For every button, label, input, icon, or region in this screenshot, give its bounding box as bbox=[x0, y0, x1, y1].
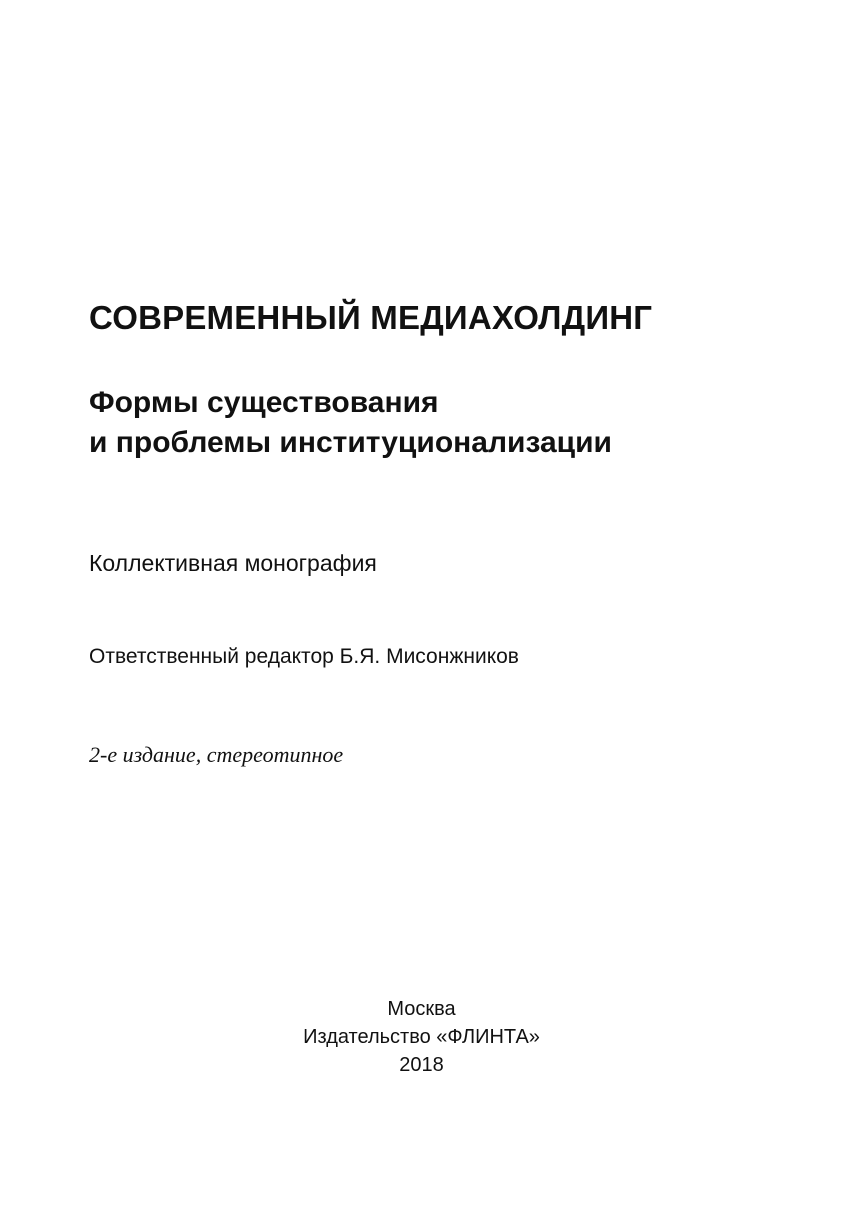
imprint-year: 2018 bbox=[399, 1054, 444, 1076]
imprint bbox=[0, 995, 843, 1079]
edition-note: 2-е издание, стереотипное bbox=[89, 742, 344, 767]
responsible-editor: Ответственный редактор Б.Я. Мисонжников bbox=[89, 645, 519, 668]
book-genre: Коллективная монография bbox=[89, 550, 377, 576]
book-title: СОВРЕМЕННЫЙ МЕДИАХОЛДИНГ bbox=[89, 299, 653, 336]
book-subtitle bbox=[89, 383, 612, 463]
subtitle-line-1: Формы существования bbox=[89, 386, 439, 419]
imprint-publisher: Издательство «ФЛИНТА» bbox=[303, 1026, 540, 1048]
imprint-city: Москва bbox=[387, 998, 456, 1020]
subtitle-line-2: и проблемы институционализации bbox=[89, 426, 612, 459]
